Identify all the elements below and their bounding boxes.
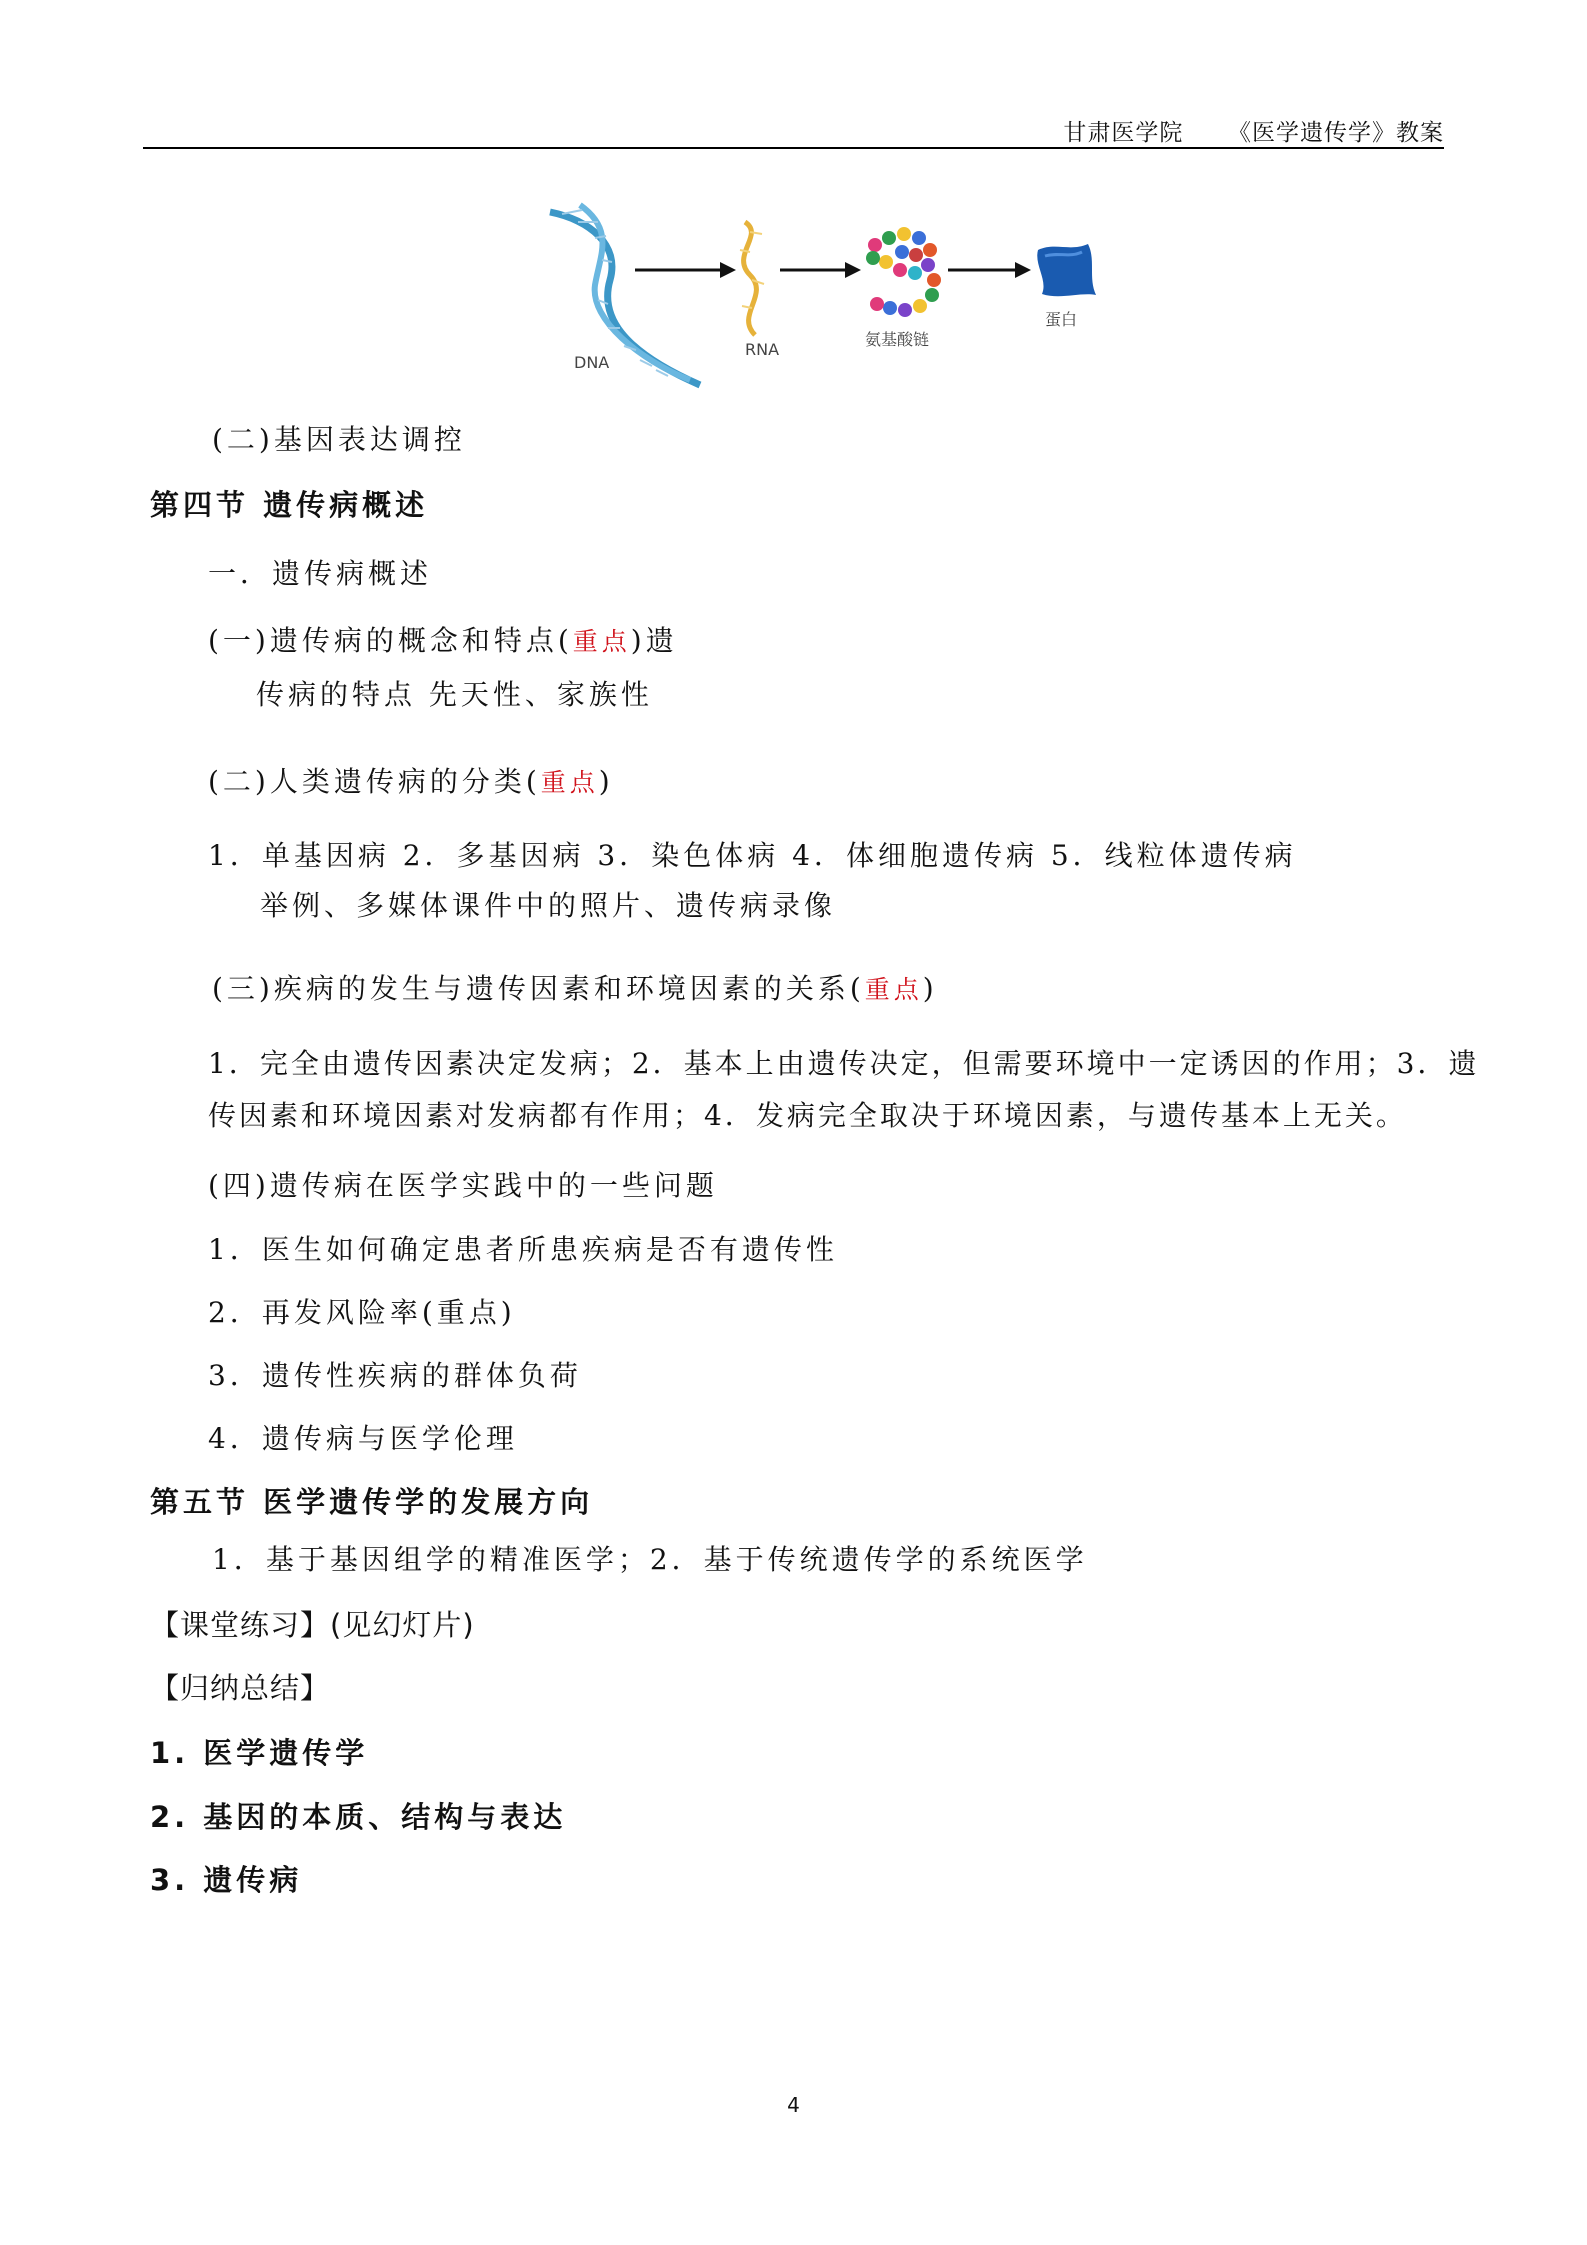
relationship-line-1: 1．完全由遗传因素决定发病；2．基本上由遗传决定，但需要环境中一定诱因的作用；3．遗 (208, 1047, 1480, 1080)
central-dogma-figure (540, 200, 1100, 400)
sub3-text-end: ) (922, 972, 938, 1005)
amino-acid-chain-label: 氨基酸链 (865, 330, 930, 349)
header-rule (143, 147, 1444, 149)
page-number: 4 (787, 2093, 800, 2117)
dna-label: DNA (574, 353, 610, 372)
rna-strand-icon (740, 222, 764, 335)
section4-sub3 (212, 967, 938, 1007)
sub2-text: (二)人类遗传病的分类( (208, 765, 541, 798)
summary-heading: 【归纳总结】 (150, 1671, 331, 1705)
rna-label: RNA (745, 340, 780, 359)
protein-icon (1037, 244, 1096, 296)
header-course: 《医学遗传学》教案 (1228, 120, 1444, 146)
section4-sub1-continued: 传病的特点 先天性、家族性 (256, 678, 653, 711)
protein-label: 蛋白 (1045, 310, 1078, 329)
sub1-text-end: )遗 (630, 624, 678, 657)
sub3-text: (三)疾病的发生与遗传因素和环境因素的关系( (212, 972, 865, 1005)
section4-item1: 一．遗传病概述 (208, 557, 433, 590)
arrow-icon (780, 262, 861, 278)
amino-acid-chain-icon (866, 227, 941, 317)
disease-classification-list: 1．单基因病 2．多基因病 3．染色体病 4．体细胞遗传病 5．线粒体遗传病 (208, 839, 1297, 872)
section5-title: 第五节 医学遗传学的发展方向 (150, 1485, 594, 1519)
section4-sub4: (四)遗传病在医学实践中的一些问题 (208, 1169, 718, 1202)
examples-line: 举例、多媒体课件中的照片、遗传病录像 (260, 889, 837, 922)
summary-item: 3. 遗传病 (150, 1863, 303, 1897)
list-item: 2．再发风险率(重点) (208, 1296, 516, 1329)
sub2-text-end: ) (598, 765, 614, 798)
section5-line: 1．基于基因组学的精准医学；2．基于传统遗传学的系统医学 (212, 1543, 1088, 1576)
list-item: 3．遗传性疾病的群体负荷 (208, 1359, 582, 1392)
relationship-line-2: 传因素和环境因素对发病都有作用；4．发病完全取决于环境因素，与遗传基本上无关。 (208, 1099, 1407, 1132)
list-item: 1．医生如何确定患者所患疾病是否有遗传性 (208, 1233, 838, 1266)
arrow-icon (635, 262, 736, 278)
dna-helix-icon (550, 205, 700, 385)
summary-item: 2. 基因的本质、结构与表达 (150, 1800, 567, 1834)
key-point-tag: 重点 (864, 975, 923, 1004)
list-item: 4．遗传病与医学伦理 (208, 1422, 518, 1455)
key-point-tag: 重点 (572, 627, 631, 656)
arrow-icon (948, 262, 1031, 278)
section4-sub2 (208, 760, 614, 800)
page-header (1063, 114, 1444, 147)
gene-expression-regulation-heading: (二)基因表达调控 (212, 423, 466, 456)
key-point-tag: 重点 (540, 768, 599, 797)
sub1-text: (一)遗传病的概念和特点( (208, 624, 573, 657)
summary-item: 1. 医学遗传学 (150, 1736, 369, 1770)
header-institution: 甘肃医学院 (1063, 120, 1184, 146)
practice-heading: 【课堂练习】(见幻灯片) (150, 1608, 475, 1642)
section4-sub1 (208, 619, 678, 659)
section4-title: 第四节 遗传病概述 (150, 488, 429, 522)
